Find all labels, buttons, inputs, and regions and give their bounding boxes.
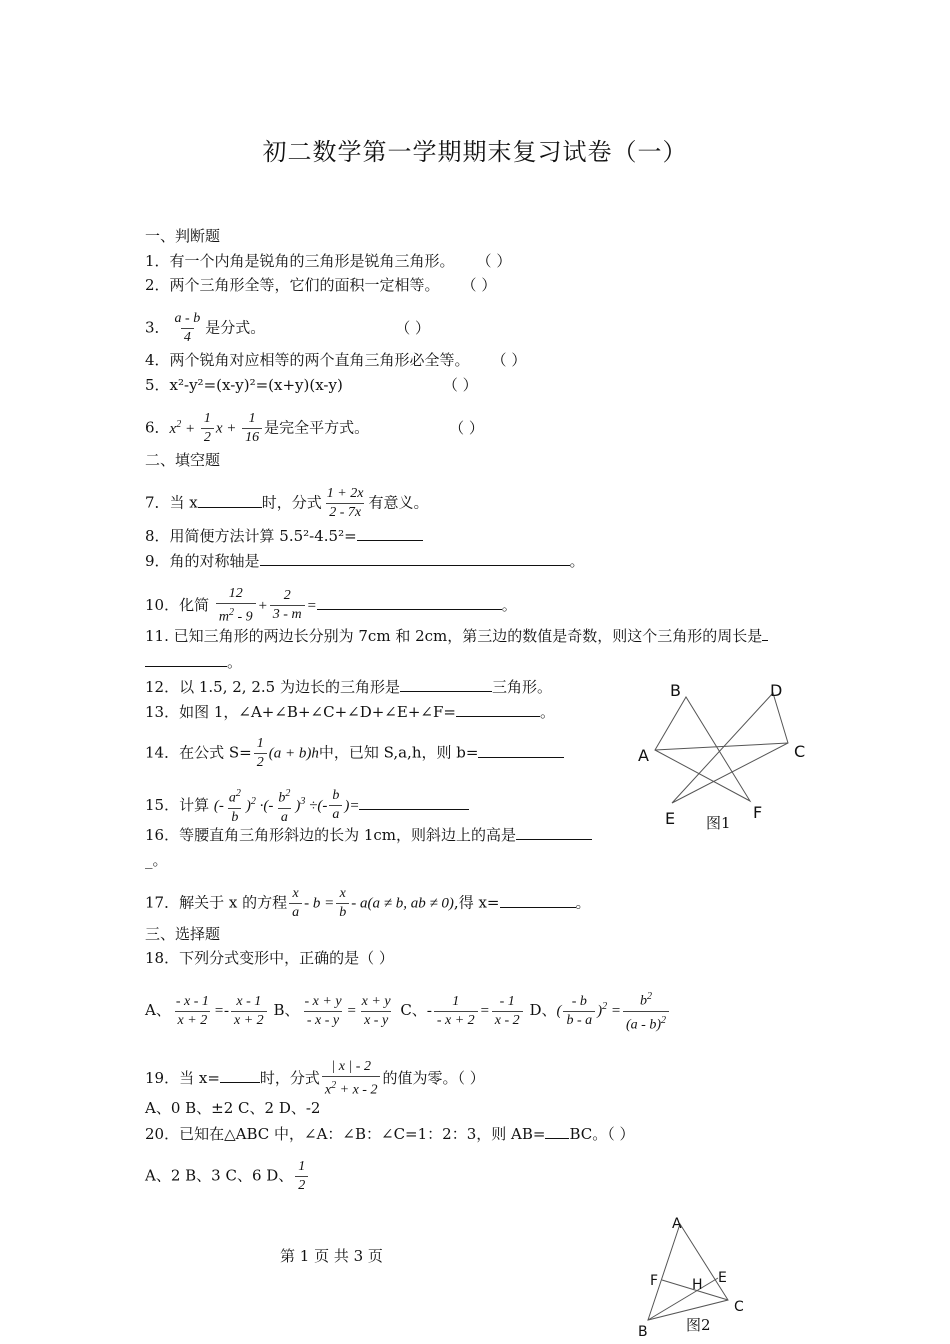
label-h: H [692,1277,703,1293]
answer-blank[interactable] [220,1067,260,1083]
question-3 [145,310,430,347]
question-15: 15．计算 (- $\frac{a^2}{b}$ )$^2$ ·(- $\frac{b^2}{a}$ )$^3$ ÷(- $\frac{b}{a}$ )= [145,785,469,827]
answer-paren: （ ） [395,318,431,337]
question-17-label: 17．解关于 x 的方程 [145,893,288,912]
fraction: $\frac{x}{a}$ [289,885,302,922]
label-b: B [670,681,681,700]
answer-blank[interactable] [516,824,592,840]
question-5 [145,375,478,395]
question-4-text: 4．两个锐角对应相等的两个直角三角形必全等。 [145,351,470,369]
question-20: 20．已知在△ABC 中，∠A：∠B：∠C=1：2：3，则 AB= BC。（ ） [145,1125,635,1143]
question-2-text: 2．两个三角形全等，它们的面积一定相等。 [145,276,440,294]
label-f: F [650,1273,659,1289]
question-7-end: 有意义。 [368,493,429,512]
answer-blank[interactable] [359,794,469,810]
question-19: 19．当 x= 时，分式 $\frac{| x | - 2}{x^2 + x - 2}$ 的值为零。（ ） [145,1059,485,1098]
figure-2-caption: 图2 [686,1316,711,1334]
triangle-abc [648,1224,728,1320]
answer-blank[interactable] [500,892,576,908]
denominator: 4 [181,328,194,347]
question-7-text: 时，分式 [261,493,322,512]
label-f: F [753,803,763,822]
answer-blank[interactable] [762,625,768,641]
answer-blank[interactable] [260,550,570,566]
label-c: C [794,742,806,761]
numerator: a - b [174,311,201,326]
label-a: A [672,1216,682,1232]
question-19-label: 19．当 x= [145,1068,220,1087]
section-heading-choice: 三、选择题 [145,925,221,943]
fraction: $\frac{b^2}{a}$ [278,788,291,825]
option-a-label: A、 [145,1001,171,1020]
option-b-label: B、 [273,1001,300,1020]
question-7 [145,485,428,522]
fraction: $\frac{a^2}{b}$ [228,788,241,825]
page-footer: 第 1 页 共 3 页 [280,1247,383,1265]
section-heading-judgement: 一、判断题 [145,227,221,245]
question-5-text: 5．x²-y²=(x-y)²=(x+y)(x-y) [145,376,343,394]
question-14-text: 中，已知 S,a,h，则 b= [318,743,479,762]
question-11-cont: 。 [145,651,242,672]
question-20-options: A、2 B、3 C、6 D、 $\frac{1}{2}$ [145,1158,310,1195]
figure-2 [630,1212,770,1342]
fraction: $\frac{b}{a}$ [329,787,342,824]
fraction: $\frac{12}{m^2 - 9}$ [216,585,256,627]
question-8-text: 8．用简便方法计算 5.5²-4.5²= [145,527,357,545]
figure-1-caption: 图1 [706,814,731,832]
label-e: E [665,809,676,828]
question-11-text: 11. 已知三角形的两边长分别为 7cm 和 2cm，第三边的数值是奇数，则这个三角形的周长是 [145,627,763,645]
question-14-label: 14．在公式 S= [145,743,252,762]
question-18: 18．下列分式变形中，正确的是（ ） [145,949,394,967]
label-a: A [638,746,649,765]
question-16-cont: _。 [145,851,168,869]
question-16-text: 16．等腰直角三角形斜边的长为 1cm，则斜边上的高是 [145,826,517,844]
question-16 [145,824,592,845]
answer-paren: （ ） [491,351,527,369]
question-15-label: 15．计算 [145,795,210,814]
question-13-text: 13．如图 1，∠A+∠B+∠C+∠D+∠E+∠F= [145,703,456,721]
answer-blank[interactable] [357,525,423,541]
question-9-text: 9．角的对称轴是 [145,552,260,570]
line-be [648,1278,718,1320]
answer-blank[interactable] [198,492,262,508]
question-6-label: 6． [145,418,170,437]
question-6-text: 是完全平方式。 [264,418,370,437]
question-10-label: 10．化简 [145,595,210,614]
fraction [172,310,204,347]
question-3-text: 是分式。 [205,318,266,337]
answer-blank[interactable] [317,594,502,610]
question-13: 13．如图 1，∠A+∠B+∠C+∠D+∠E+∠F= 。 [145,703,555,721]
label-c: C [734,1299,744,1315]
answer-paren: （ ） [449,418,484,437]
question-1 [145,251,511,271]
question-11 [145,625,768,646]
math-expr: $x^2$ + [169,418,199,437]
label-d: D [770,681,783,700]
question-4 [145,350,526,370]
section-heading-fill: 二、填空题 [145,451,221,469]
question-1-text: 1．有一个内角是锐角的三角形是锐角三角形。 [145,252,455,270]
option-d-label: D、 [529,1001,557,1020]
question-12: 12．以 1.5, 2, 2.5 为边长的三角形是 三角形。 [145,678,552,696]
page-title: 初二数学第一学期期末复习试卷（一） [262,138,688,166]
question-7-label: 7．当 x [145,493,198,512]
question-18-options: A、 $\frac{- x - 1}{x + 2}$ =- $\frac{x - 1}{x + 2}$ B、 $\frac{- x + y}{- x - y}$ = $\frac{x + y}{x - y}$ C、- $\frac{1}{- x + 2}$ = $\frac{- 1}{x - 2}$ D、( $\frac{- b}{b - a}$ )$^2$ = $\frac{b^2}{(a - b)^2}$ [145,988,671,1034]
question-19-options: A、0 B、±2 C、2 D、-2 [145,1099,321,1117]
label-b: B [638,1324,648,1340]
question-2 [145,275,496,295]
answer-blank[interactable] [545,1123,569,1139]
fraction: $\frac{x}{b}$ [336,885,349,922]
question-12-text: 12．以 1.5, 2, 2.5 为边长的三角形是 [145,678,400,696]
question-17: 17．解关于 x 的方程 $\frac{x}{a}$ - b = $\frac{x}{b}$ - a(a ≠ b, ab ≠ 0),得 x= 。 [145,886,591,920]
math-expr: x + [215,420,241,437]
question-20-text: 20．已知在△ABC 中，∠A：∠B：∠C=1：2：3，则 AB= [145,1125,546,1143]
fraction: $\frac{1}{2}$ [201,410,214,447]
fraction: $\frac{1}{16}$ [242,410,262,447]
fraction: $\frac{2}{3 - m}$ [270,587,305,624]
question-6 [145,410,484,447]
answer-paren: （ ） [442,376,478,394]
question-8 [145,525,423,546]
answer-blank[interactable] [456,701,540,717]
fraction: $\frac{1 + 2x}{2 - 7x}$ [326,486,364,520]
answer-blank[interactable] [478,742,564,758]
answer-blank[interactable] [145,651,227,667]
answer-paren: （ ） [476,252,512,270]
fraction: $\frac{1}{2}$ [254,735,267,772]
label-e: E [718,1270,727,1286]
figure-1 [630,675,820,835]
answer-blank[interactable] [400,676,492,692]
question-10: 10．化简 $\frac{12}{m^2 - 9}$ + $\frac{2}{3 - m}$ = 。 [145,586,517,625]
question-14: 14．在公式 S= $\frac{1}{2}$ (a + b)h中，已知 S,a,h，则 b= [145,735,564,772]
option-c-label: C、 [400,1001,427,1020]
answer-paren: （ ） [461,276,497,294]
question-3-label: 3． [145,318,170,337]
question-9: 9．角的对称轴是 。 [145,552,585,570]
